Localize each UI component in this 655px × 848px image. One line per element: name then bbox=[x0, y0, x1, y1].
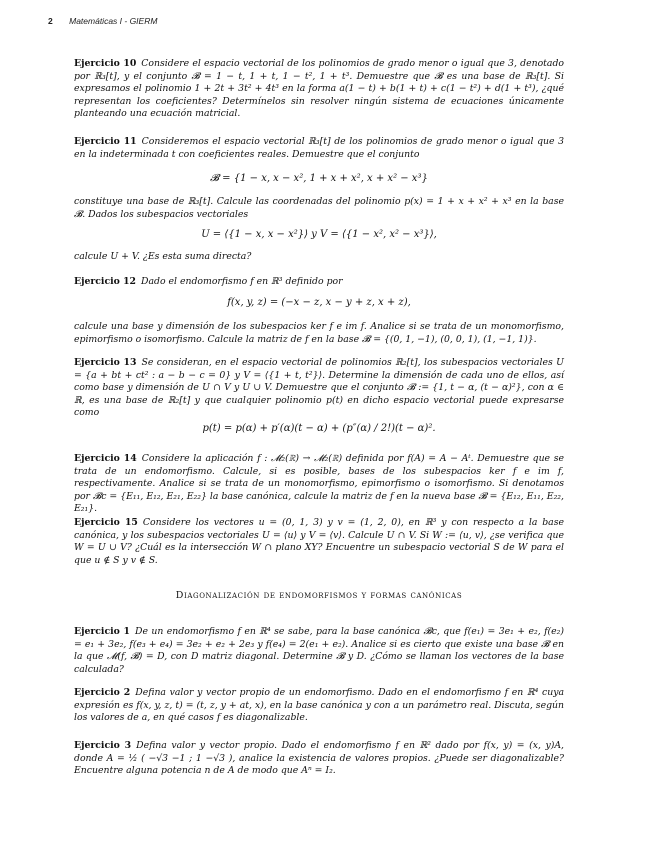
exercise-text: Considere la aplicación f : 𝓜₂(ℝ) → 𝓜₂(ℝ) definida por f(A) = A − Aᵗ. Demuestre que se trata de un endomorfismo. Calcule, si es posible, bases de los subespacios ker f e im f, respectivamente. Analice si se trata de un monomorfismo, epimorfismo o isomorfismo. Si denotamos por 𝓑c = {E₁₁, E₁₂, E₂₁, E₂₂} la base canónica, calcule la matriz de f en la nueva base 𝓑 = {E₁₂, E₁₁, E₂₂, E₂₁}. bbox=[74, 453, 565, 515]
exercise-text: Considere los vectores u = (0, 1, 3) y v = (1, 2, 0), en ℝ³ y con respecto a la base canónica, y los subespacios vectoriales U = ⟨u⟩ y V = ⟨v⟩. Calcule U ∩ V. Si W := ⟨u, v⟩, ¿se verifica que W = U ∪ V? ¿Cuál es la intersección W ∩ plano XY? Encuentre un subespacio vectorial S de W para el que u ∉ S y v ∉ S. bbox=[74, 517, 564, 566]
exercise-text: Considere el espacio vectorial de los polinomios de grado menor o igual que 3, denotado por ℝ₃[t], y el conjunto 𝓑 = 1 − t, 1 + t, 1 − t², 1 + t³. Demuestre que 𝓑 es una base de ℝ₃[t]. Si expresamos el polinomio 1 + 2t + 3t² + 4t³ en la forma a(1 − t) + b(1 + t) + c(1 − t²) + d(1 + t³), ¿qué representan los coeficientes? Determínelos sin resolver ningún sistema de ecuaciones únicamente planteando una ecuación matricial. bbox=[74, 58, 564, 120]
exercise-12-body bbox=[74, 321, 564, 346]
equation-subspaces: U = ⟨{1 − x, x − x²}⟩ y V = ⟨{1 − x², x² − x³}⟩, bbox=[201, 229, 437, 240]
exercise-11-body bbox=[74, 196, 564, 221]
page-number: 2 bbox=[48, 16, 53, 26]
exercise-label: Ejercicio 14 bbox=[74, 453, 137, 464]
exercise-text: Defina valor y vector propio de un endomorfismo. Dado en el endomorfismo f en ℝ⁴ cuya expresión es f(x, y, z, t) = (t, z, y + at, x), en la base canónica y con a un parámetro real. Discuta, según los valores de a, en qué casos f es diagonalizable. bbox=[74, 687, 564, 724]
exercise-label: Ejercicio 3 bbox=[74, 740, 132, 751]
exercise-13 bbox=[74, 357, 564, 420]
diag-exercise-2 bbox=[74, 687, 564, 725]
exercise-text: calcule una base y dimensión de los subespacios ker f e im f. Analice si se trata de un monomorfismo, epimorfismo o isomorfismo. Calcule la matriz de f en la base 𝓑 = {(0, 1, −1), (0, 0, 1), (1, −1, 1)}. bbox=[74, 321, 564, 345]
exercise-11-intro bbox=[74, 136, 564, 161]
exercise-15 bbox=[74, 517, 564, 567]
exercise-text: calcule U + V. ¿Es esta suma directa? bbox=[74, 251, 252, 262]
exercise-label: Ejercicio 12 bbox=[74, 276, 137, 287]
exercise-10 bbox=[74, 58, 564, 121]
exercise-text: De un endomorfismo f en ℝ⁴ se sabe, para la base canónica 𝓑c, que f(e₁) = 3e₁ + e₂, f(e₂) = e₁ + 3e₂, f(e₃ + e₄) = 3e₂ + e₂ + 2e₃ y f(e₄) = 2(e₁ + e₂). Analice si es cierto que existe una base 𝓑 en la que 𝓜(f, 𝓑) = D, con D matriz diagonal. Determine 𝓑 y D. ¿Cómo se llaman los vectores de la base calculada? bbox=[74, 626, 564, 675]
exercise-12-intro bbox=[74, 276, 564, 289]
equation-endomorphism: f(x, y, z) = (−x − z, x − y + z, x + z), bbox=[227, 297, 411, 308]
diag-exercise-1 bbox=[74, 626, 564, 676]
diag-exercise-3 bbox=[74, 740, 564, 778]
exercise-label: Ejercicio 13 bbox=[74, 357, 137, 368]
exercise-label: Ejercicio 10 bbox=[74, 58, 137, 69]
exercise-label: Ejercicio 1 bbox=[74, 626, 131, 637]
exercise-14 bbox=[74, 453, 564, 516]
exercise-label: Ejercicio 2 bbox=[74, 687, 131, 698]
running-title: Matemáticas I - GIERM bbox=[69, 16, 158, 26]
exercise-label: Ejercicio 15 bbox=[74, 517, 138, 528]
exercise-text: Defina valor y vector propio. Dado el endomorfismo f en ℝ² dado por f(x, y) = (x, y)A, donde A = ½ ( −√3 −1 ; 1 −√3 ), analice la existencia de valores propios. ¿Puede ser diagonalizable? Encuentre alguna potencia n de A de modo que Aⁿ = I₂. bbox=[74, 740, 564, 777]
exercise-text: constituye una base de ℝ₃[t]. Calcule las coordenadas del polinomio p(x) = 1 + x + x² + x³ en la base 𝓑. Dados los subespacios vectoriales bbox=[74, 196, 564, 220]
exercise-text: Consideremos el espacio vectorial ℝ₃[t] de los polinomios de grado menor o igual que 3 en la indeterminada t con coeficientes reales. Demuestre que el conjunto bbox=[74, 136, 564, 160]
equation-basis-b: 𝓑 = {1 − x, x − x², 1 + x + x², x + x² − x³} bbox=[210, 173, 428, 184]
section-title: Diagonalización de endomorfismos y formas canónicas bbox=[175, 590, 463, 601]
exercise-label: Ejercicio 11 bbox=[74, 136, 137, 147]
exercise-text: Dado el endomorfismo f en ℝ³ definido por bbox=[141, 276, 343, 287]
page-header bbox=[48, 16, 157, 26]
exercise-text: Se consideran, en el espacio vectorial de polinomios ℝ₂[t], los subespacios vectoriales U = {a + bt + ct² : a − b − c = 0} y V = ⟨{1 + t, t²}⟩. Determine la dimensión de cada uno de ellos, así como base y dimensión de U ∩ V y U ∪ V. Demuestre que el conjunto 𝓑 := {1, t − α, (t − α)²}, con α ∈ ℝ, es una base de ℝ₂[t] y que cualquier polinomio p(t) en dicho espacio vectorial puede expresarse como bbox=[74, 357, 564, 419]
equation-taylor: p(t) = p(α) + p′(α)(t − α) + (p″(α) / 2!)(t − α)². bbox=[202, 423, 436, 434]
exercise-11-end bbox=[74, 251, 564, 264]
